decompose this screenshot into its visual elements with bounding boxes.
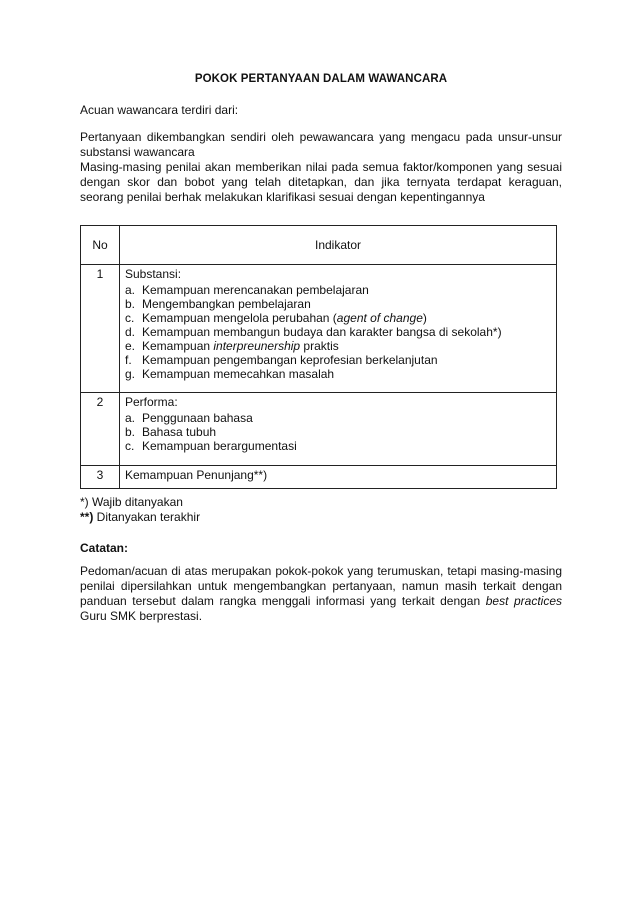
paragraph-line: Pertanyaan dikembangkan sendiri oleh pewawancara yang mengacu pada unsur-unsur [80,130,562,144]
paragraph-line: seorang penilai berhak melakukan klarifikasi sesuai dengan kepentingannya [80,190,485,204]
paragraph-line: penilai dipersilahkan untuk mengembangkan pertanyaan, namun masih terkait dengan [80,579,562,593]
page-title: POKOK PERTANYAAN DALAM WAWANCARA [194,73,448,85]
row-heading: Substansi: [125,267,182,281]
row-content [120,466,557,489]
footnote-wajib: *) Wajib ditanyakan [80,495,183,509]
table-header-row [81,226,557,265]
row-heading: Kemampuan Penunjang**) [125,468,268,482]
list-item: a. Kemampuan merencanakan pembelajaran [125,283,369,297]
row-heading: Performa: [125,395,178,409]
paragraph-line: dengan skor dan bobot yang telah ditetapkan, dan jika ternyata terdapat keraguan, [80,175,562,189]
paragraph-line: substansi wawancara [80,145,195,159]
row-number: 3 [81,466,120,489]
header-no: No [81,226,120,265]
catatan-heading: Catatan: [80,541,129,555]
list-item: g. Kemampuan memecahkan masalah [125,367,335,381]
list-item: d. Kemampuan membangun budaya dan karakter bangsa di sekolah*) [125,325,502,339]
intro-text: Acuan wawancara terdiri dari: [80,103,239,117]
row-content [120,393,557,466]
list-item: b. Mengembangkan pembelajaran [125,297,311,311]
row-content [120,265,557,393]
footnote-terakhir: **) Ditanyakan terakhir [80,510,201,524]
paragraph-line: panduan tersebut dalam rangka menggali informasi yang terkait dengan best practices [80,594,562,608]
table-row [81,265,557,393]
list-item: c. Kemampuan berargumentasi [125,439,297,453]
catatan-paragraph [80,564,562,624]
paragraph-penilai [80,160,562,205]
list-item: b. Bahasa tubuh [125,425,217,439]
paragraph-line: Masing-masing penilai akan memberikan nilai pada semua faktor/komponen yang sesuai [80,160,562,174]
list-item: e. Kemampuan interpreunership praktis [125,339,339,353]
indicator-table [80,225,557,489]
paragraph-pertanyaan [80,130,562,160]
paragraph-line: Guru SMK berprestasi. [80,609,203,623]
header-indikator: Indikator [120,226,557,265]
paragraph-line: Pedoman/acuan di atas merupakan pokok-pokok yang terumuskan, tetapi masing-masing [80,564,562,578]
indicator-list [125,283,556,381]
footnotes [80,495,200,525]
list-item: a. Penggunaan bahasa [125,411,253,425]
list-item: c. Kemampuan mengelola perubahan (agent of change) [125,311,427,325]
indicator-list [125,411,556,453]
table-row [81,466,557,489]
row-number: 1 [81,265,120,393]
row-number: 2 [81,393,120,466]
table-row [81,393,557,466]
list-item: f. Kemampuan pengembangan keprofesian berkelanjutan [125,353,438,367]
